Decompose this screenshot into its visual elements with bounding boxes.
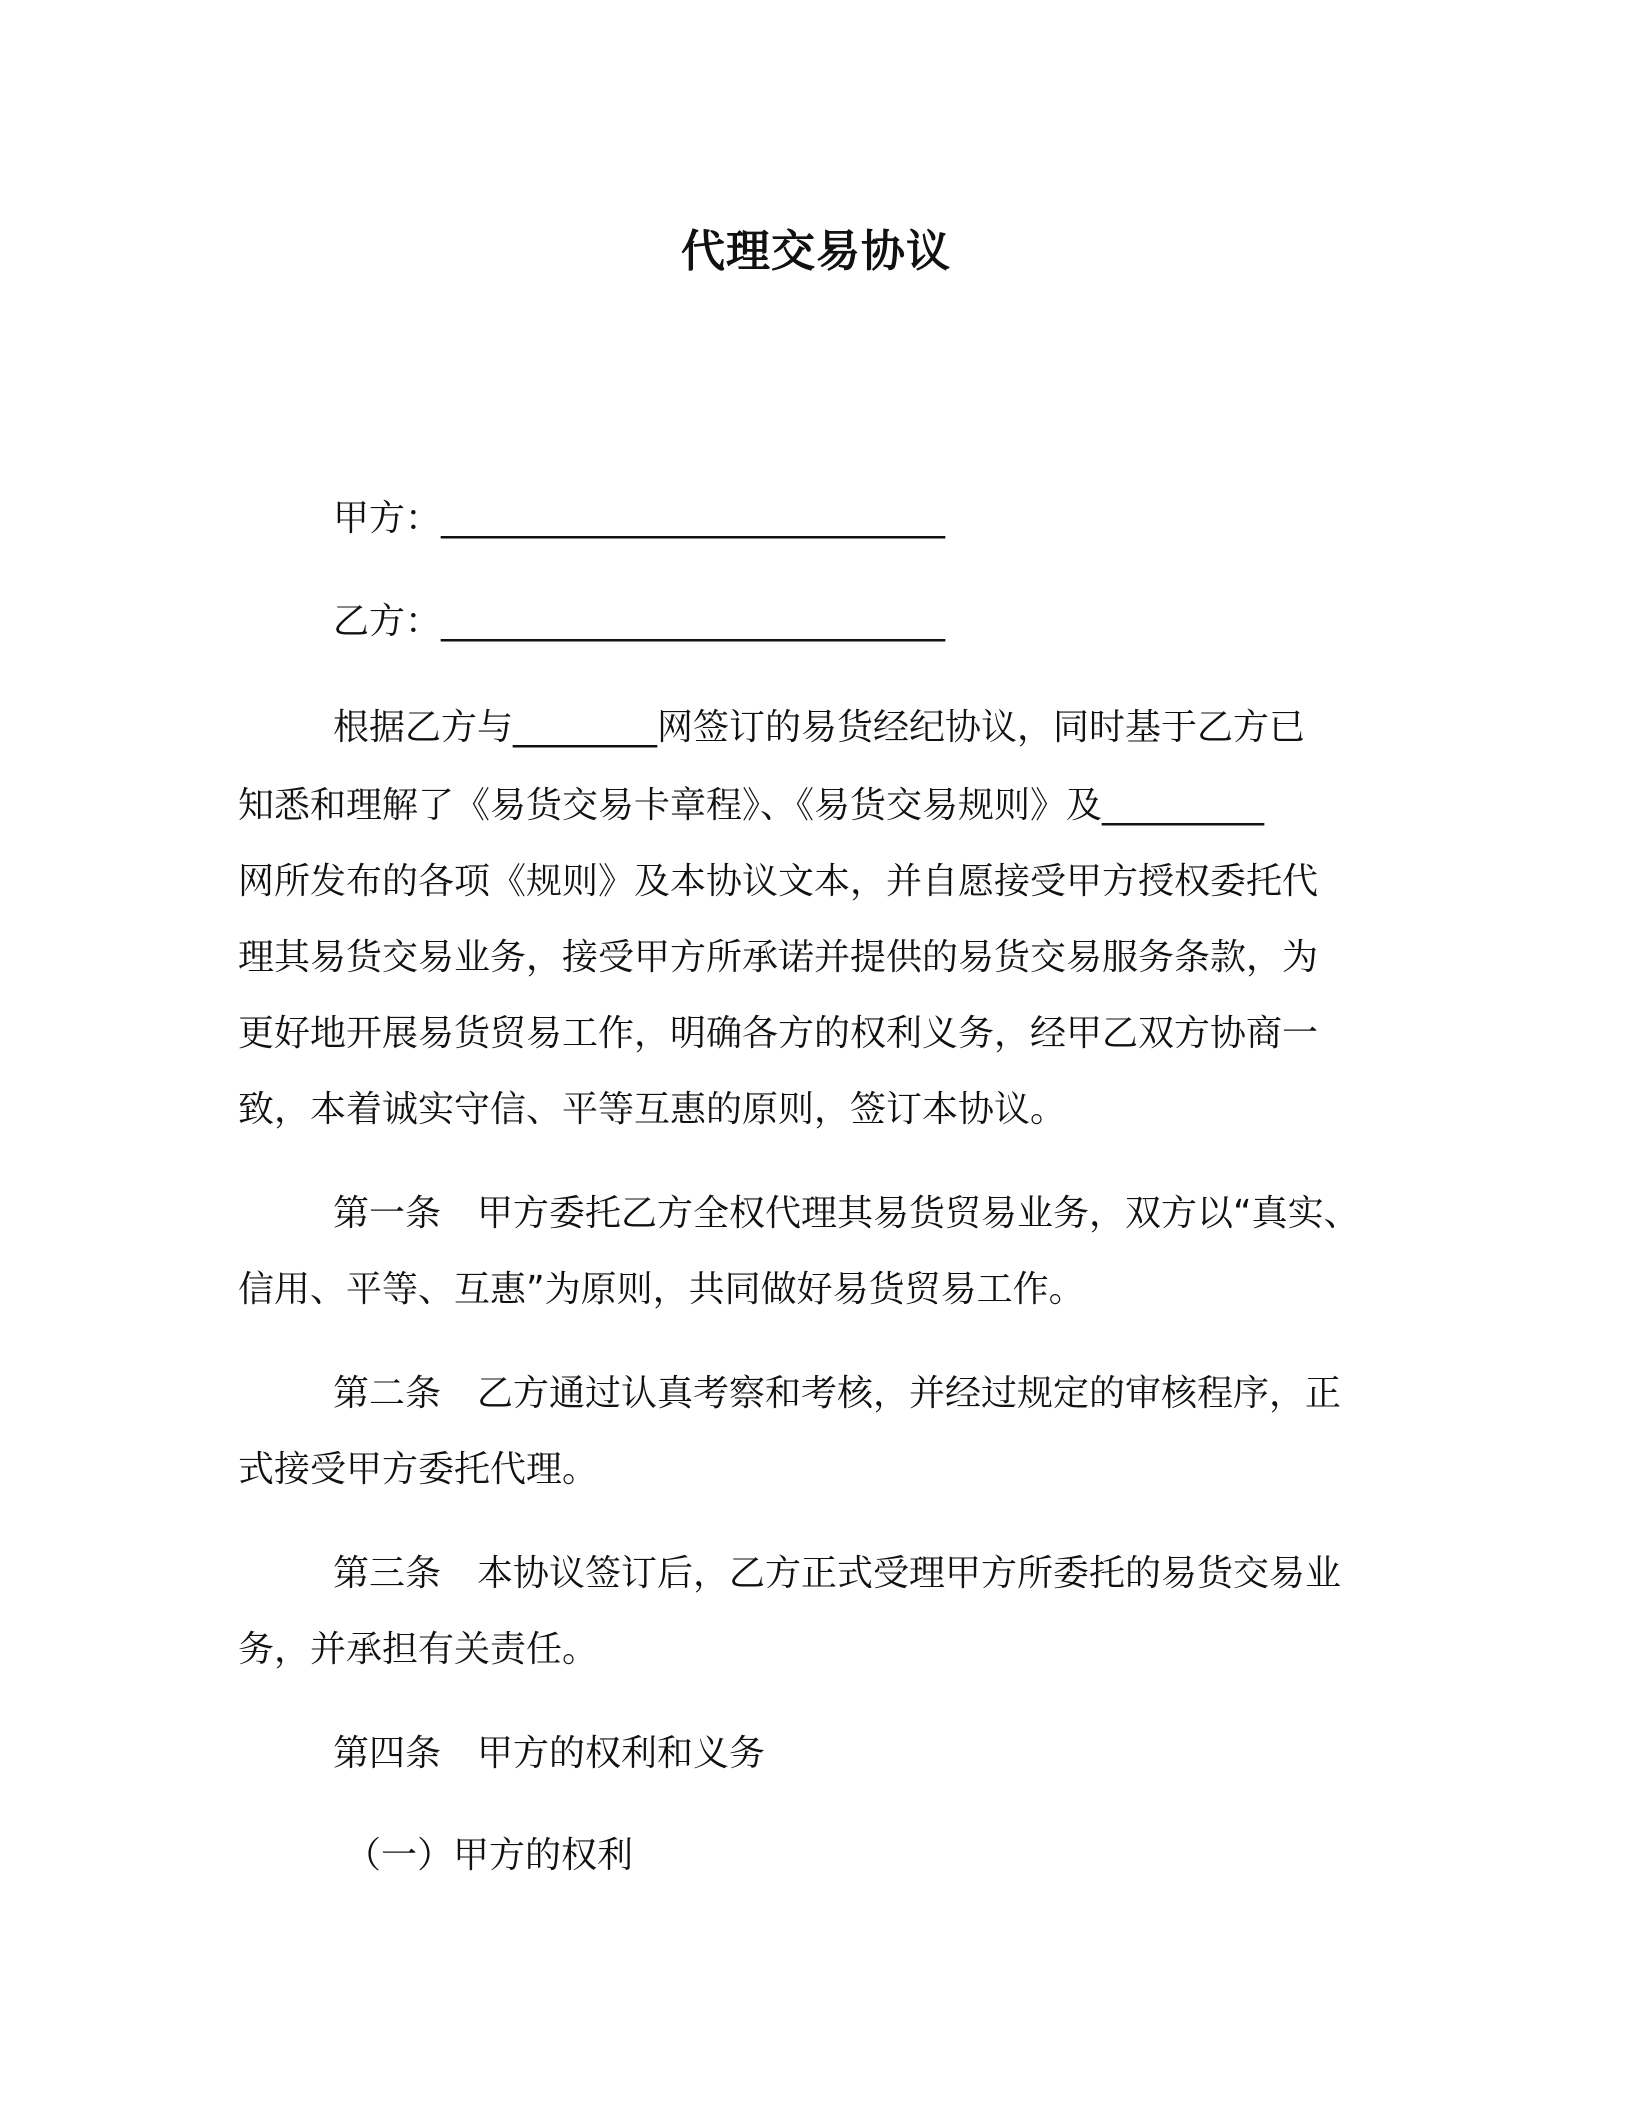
- article-1-line-1: 第一条 甲方委托乙方全权代理其易货贸易业务，双方以“真实、: [333, 1193, 1360, 1234]
- preamble-line-4: 理其易货交易业务，接受甲方所承诺并提供的易货交易服务条款，为: [238, 937, 1319, 978]
- article-4-heading: 第四条 甲方的权利和义务: [333, 1733, 766, 1774]
- preamble-line-1: 根据乙方与________网签订的易货经纪协议，同时基于乙方已: [333, 707, 1306, 748]
- preamble-line-3: 网所发布的各项《规则》及本协议文本，并自愿接受甲方授权委托代: [238, 861, 1319, 902]
- party-b-line: 乙方：____________________________: [333, 601, 946, 642]
- article-2-line-1: 第二条 乙方通过认真考察和考核，并经过规定的审核程序，正: [333, 1373, 1342, 1414]
- section-1-heading: （一）甲方的权利: [345, 1835, 634, 1876]
- article-3-line-2: 务，并承担有关责任。: [238, 1629, 599, 1670]
- article-3-line-1: 第三条 本协议签订后，乙方正式受理甲方所委托的易货交易业: [333, 1553, 1342, 1594]
- article-2-line-2: 式接受甲方委托代理。: [238, 1449, 599, 1490]
- preamble-line-5: 更好地开展易货贸易工作，明确各方的权利义务，经甲乙双方协商一: [238, 1013, 1319, 1054]
- party-a-line: 甲方：____________________________: [333, 498, 946, 539]
- preamble-line-6: 致，本着诚实守信、平等互惠的原则，签订本协议。: [238, 1089, 1067, 1130]
- article-1-line-2: 信用、平等、互惠”为原则，共同做好易货贸易工作。: [238, 1269, 1085, 1310]
- document-title: 代理交易协议: [681, 226, 951, 277]
- preamble-line-2: 知悉和理解了《易货交易卡章程》、《易货交易规则》及_________: [238, 785, 1265, 826]
